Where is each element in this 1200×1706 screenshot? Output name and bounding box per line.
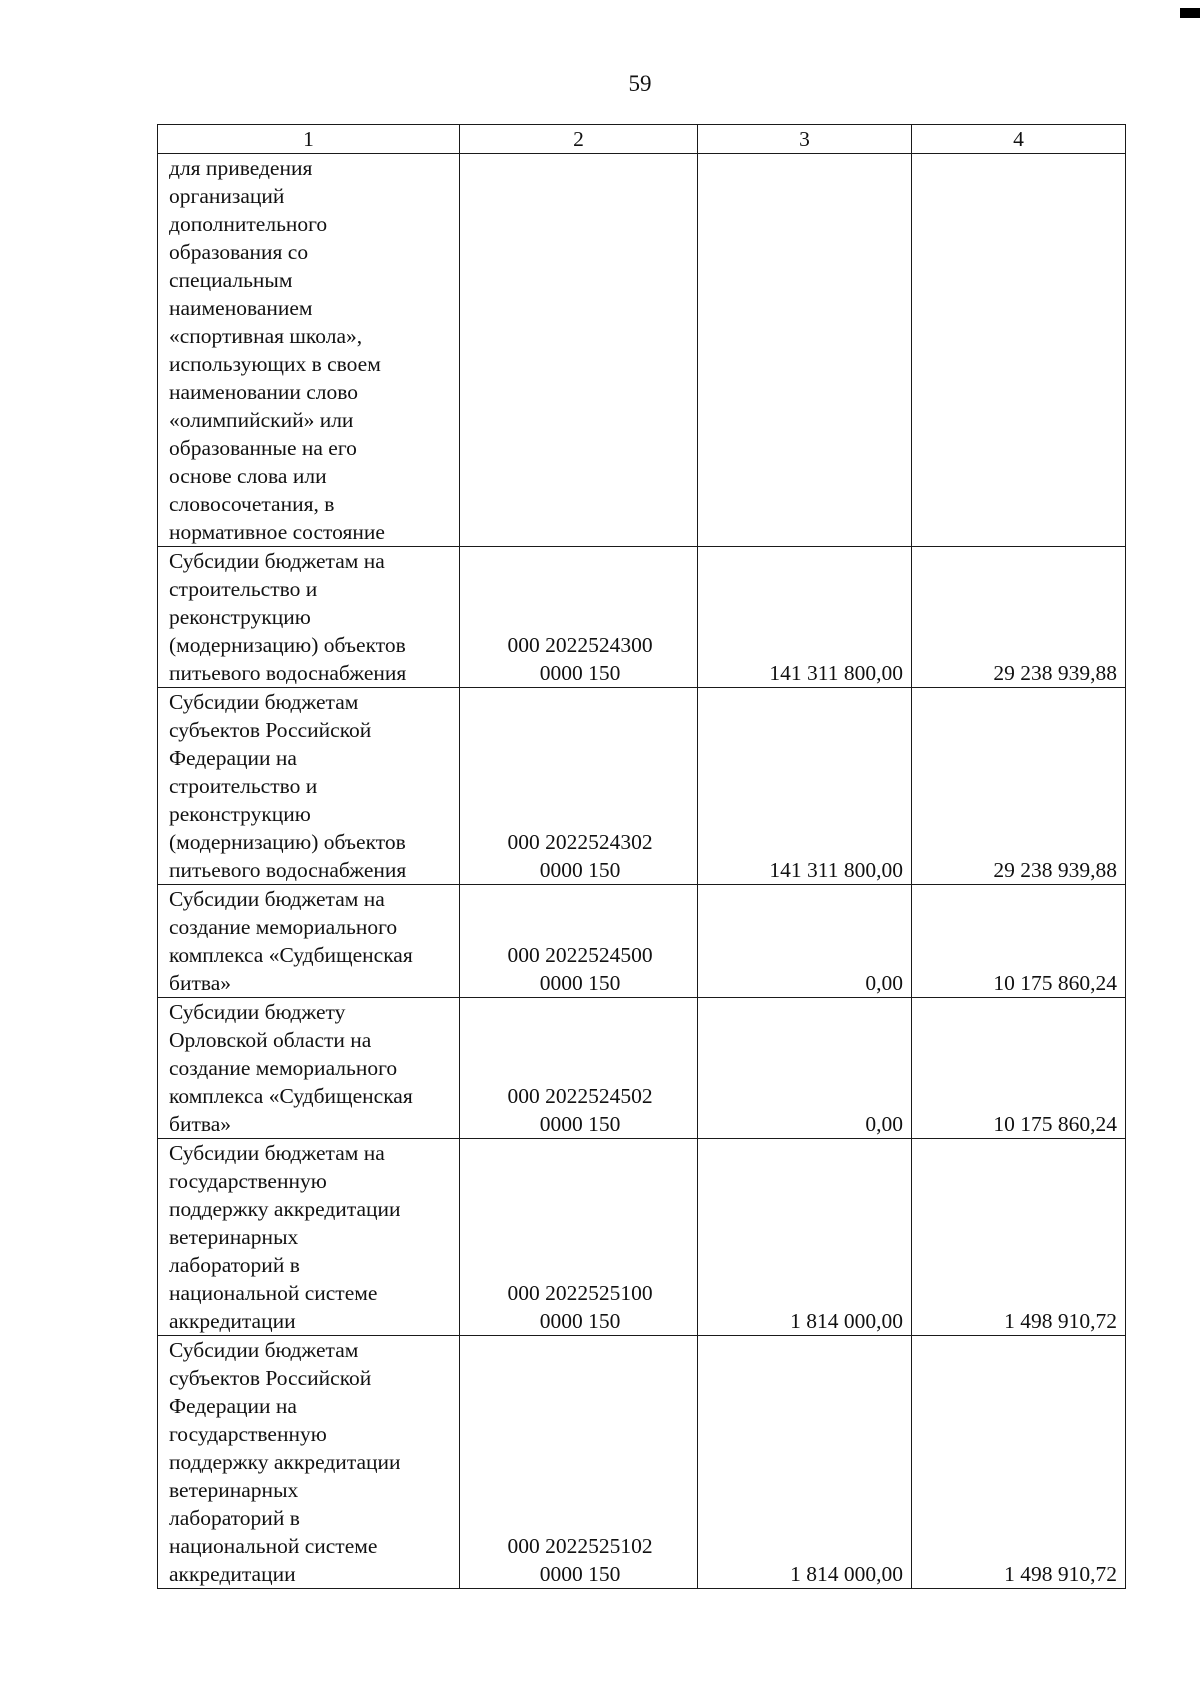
- row-code: 000 2022525102 0000 150: [460, 1336, 698, 1589]
- row-code: 000 2022524500 0000 150: [460, 885, 698, 998]
- row-code: 000 2022524300 0000 150: [460, 547, 698, 688]
- table-row: [158, 154, 1126, 547]
- row-name: Субсидии бюджетам на государственную поддержку аккредитации ветеринарных лабораторий в национальной системе аккредитации: [158, 1139, 460, 1336]
- table-row: [158, 688, 1126, 885]
- row-value-4: [912, 154, 1126, 547]
- row-code: 000 2022525100 0000 150: [460, 1139, 698, 1336]
- row-name: Субсидии бюджетам субъектов Российской Федерации на строительство и реконструкцию (модернизацию) объектов питьевого водоснабжения: [158, 688, 460, 885]
- row-name: Субсидии бюджету Орловской области на создание мемориального комплекса «Судбищенская битва»: [158, 998, 460, 1139]
- row-value-3: 0,00: [698, 885, 912, 998]
- column-header-2: 2: [460, 125, 698, 154]
- row-value-4: 29 238 939,88: [912, 547, 1126, 688]
- table-row: [158, 998, 1126, 1139]
- scan-corner-mark: [1180, 8, 1200, 18]
- table-header-row: [158, 125, 1126, 154]
- row-name: Субсидии бюджетам на строительство и реконструкцию (модернизацию) объектов питьевого водоснабжения: [158, 547, 460, 688]
- row-value-4: 1 498 910,72: [912, 1139, 1126, 1336]
- row-value-3: [698, 154, 912, 547]
- row-name: Субсидии бюджетам на создание мемориального комплекса «Судбищенская битва»: [158, 885, 460, 998]
- row-value-3: 0,00: [698, 998, 912, 1139]
- row-value-4: 10 175 860,24: [912, 998, 1126, 1139]
- row-value-4: 29 238 939,88: [912, 688, 1126, 885]
- table-row: [158, 1139, 1126, 1336]
- row-name: Субсидии бюджетам субъектов Российской Федерации на государственную поддержку аккредитации ветеринарных лабораторий в национальной системе аккредитации: [158, 1336, 460, 1589]
- row-value-3: 141 311 800,00: [698, 547, 912, 688]
- table-row: [158, 1336, 1126, 1589]
- column-header-1: 1: [158, 125, 460, 154]
- page-number: 59: [628, 71, 652, 96]
- column-header-3: 3: [698, 125, 912, 154]
- row-value-4: 10 175 860,24: [912, 885, 1126, 998]
- row-value-4: 1 498 910,72: [912, 1336, 1126, 1589]
- row-value-3: 1 814 000,00: [698, 1139, 912, 1336]
- row-code: 000 2022524302 0000 150: [460, 688, 698, 885]
- row-value-3: 1 814 000,00: [698, 1336, 912, 1589]
- row-code: [460, 154, 698, 547]
- budget-table: [157, 124, 1126, 1589]
- table-row: [158, 885, 1126, 998]
- row-name: для приведения организаций дополнительного образования со специальным наименованием «спортивная школа», использующих в своем наименовании слово «олимпийский» или образованные на его основе слова или словосочетания, в нормативное состояние: [158, 154, 460, 547]
- table-row: [158, 547, 1126, 688]
- column-header-4: 4: [912, 125, 1126, 154]
- row-code: 000 2022524502 0000 150: [460, 998, 698, 1139]
- row-value-3: 141 311 800,00: [698, 688, 912, 885]
